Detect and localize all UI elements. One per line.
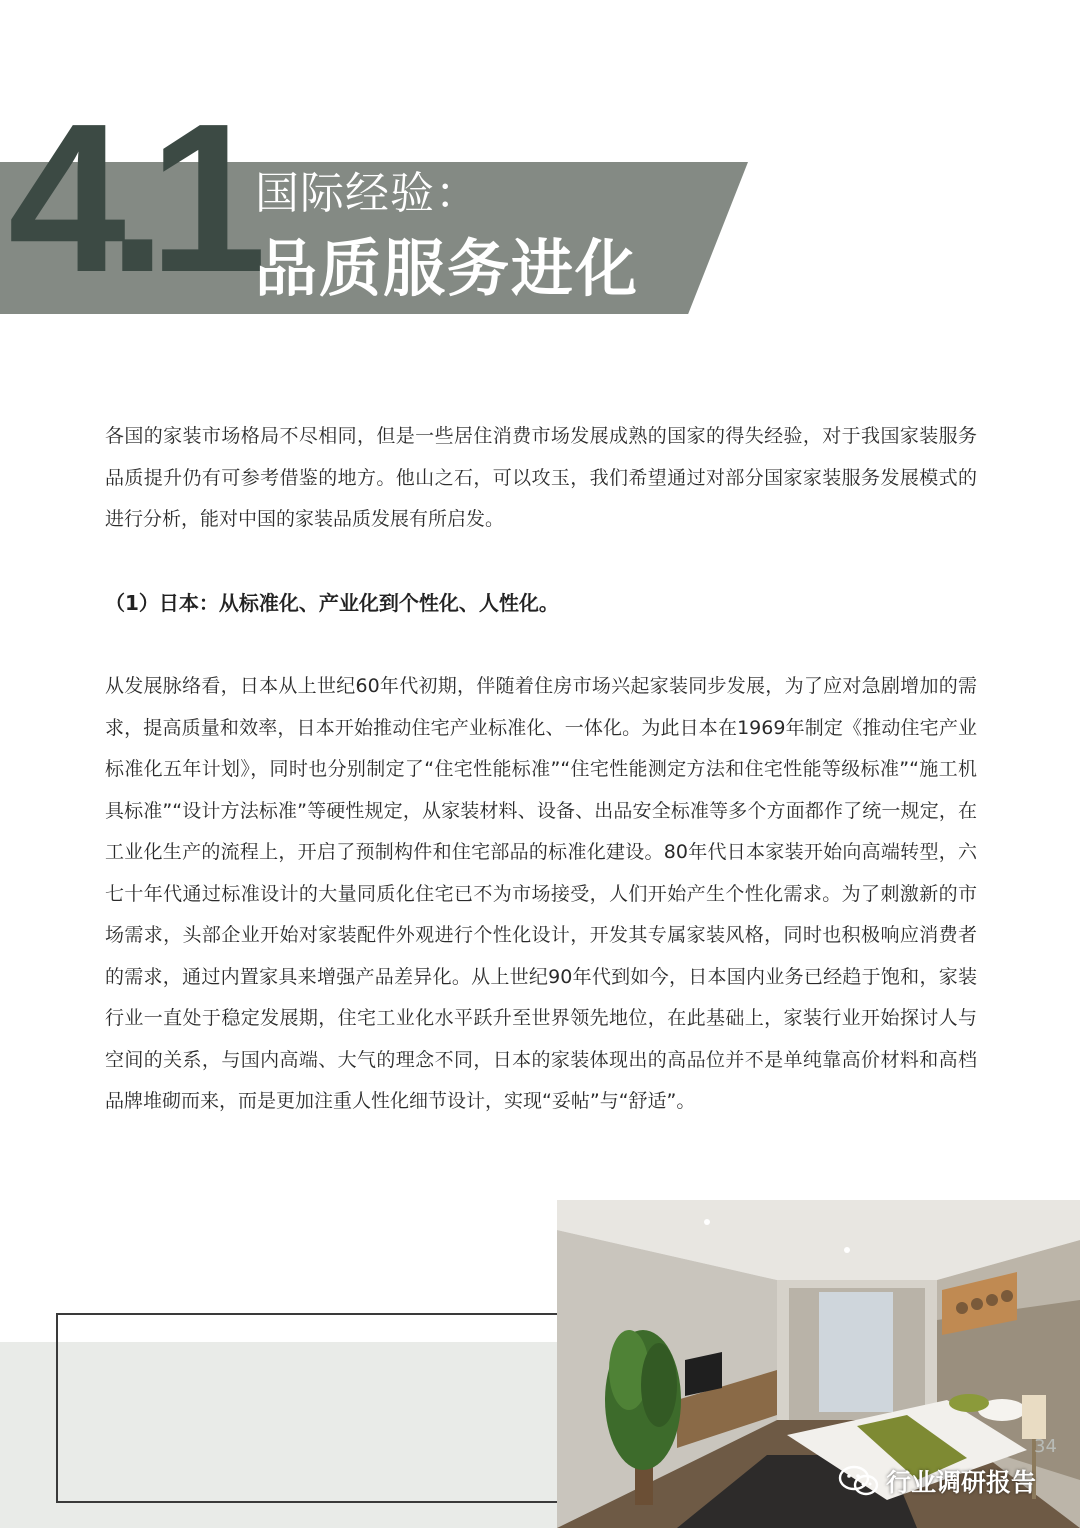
watermark-text: 行业调研报告: [886, 1468, 1037, 1497]
wechat-icon: [838, 1465, 880, 1497]
section-title-line1: 国际经验：: [255, 168, 480, 219]
watermark: [838, 1463, 1036, 1499]
japan-section-heading: （1）日本：从标准化、产业化到个性化、人性化。: [105, 591, 559, 615]
intro-paragraph: 各国的家装市场格局不尽相同，但是一些居住消费市场发展成熟的国家的得失经验，对于我国家装服务品质提升仍有可参考借鉴的地方。他山之石，可以攻玉，我们希望通过对部分国家家装服务发展模式的进行分析，能对中国的家装品质发展有所启发。: [105, 425, 977, 530]
section-number: 4.1: [8, 79, 249, 316]
section-title-line2: 品质服务进化: [255, 232, 640, 305]
decorative-frame: [56, 1313, 576, 1503]
japan-paragraph: 从发展脉络看，日本从上世纪60年代初期，伴随着住房市场兴起家装同步发展，为了应对急剧增加的需求，提高质量和效率，日本开始推动住宅产业标准化、一体化。为此日本在1969年制定《推动住宅产业标准化五年计划》，同时也分别制定了“住宅性能标准”“住宅性能测定方法和住宅性能等级标准”“施工机具标准”“设计方法标准”等硬性规定，从家装材料、设备、出品安全标准等多个方面都作了统一规定，在工业化生产的流程上，开启了预制构件和住宅部品的标准化建设。80年代日本家装开始向高端转型，六七十年代通过标准设计的大量同质化住宅已不为市场接受，人们开始产生个性化需求。为了刺激新的市场需求，头部企业开始对家装配件外观进行个性化设计，开发其专属家装风格，同时也积极响应消费者的需求，通过内置家具来增强产品差异化。从上世纪90年代到如今，日本国内业务已经趋于饱和，家装行业一直处于稳定发展期，住宅工业化水平跃升至世界领先地位，在此基础上，家装行业开始探讨人与空间的关系，与国内高端、大气的理念不同，日本的家装体现出的高品位并不是单纯靠高价材料和高档品牌堆砌而来，而是更加注重人性化细节设计，实现“妥帖”与“舒适”。: [105, 675, 977, 1112]
page-number: 34: [1034, 1436, 1057, 1457]
